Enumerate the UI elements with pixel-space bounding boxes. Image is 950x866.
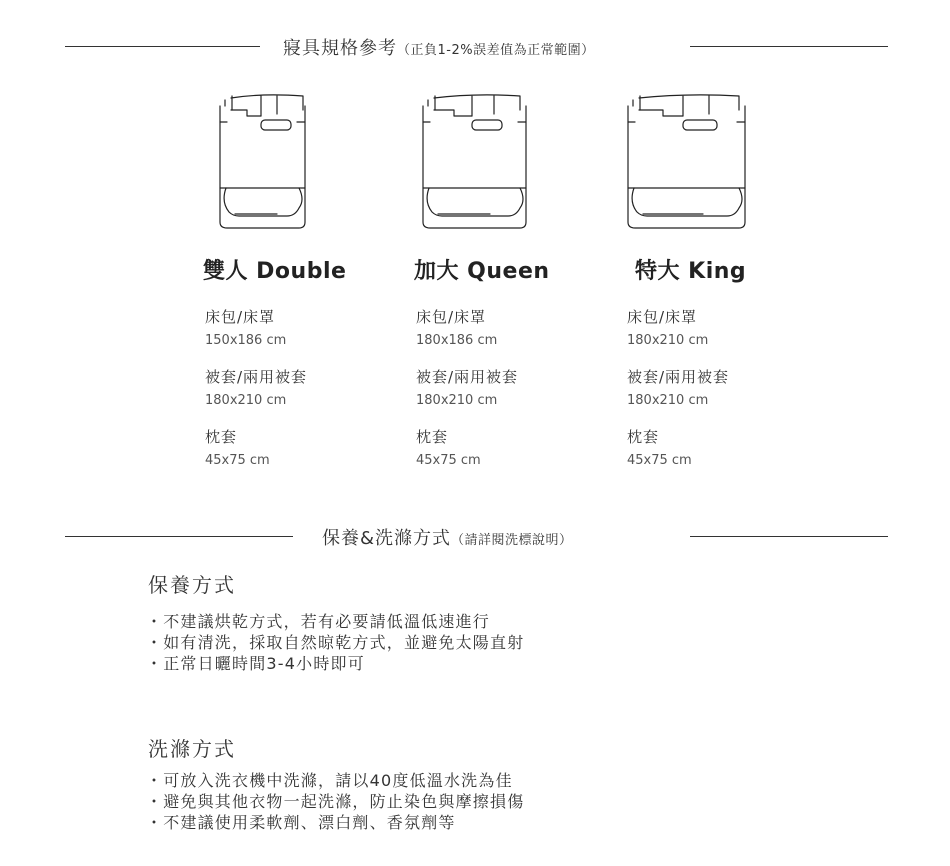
size-name: 特大 King bbox=[635, 259, 747, 284]
care-section-header bbox=[0, 521, 950, 551]
bed-icon bbox=[420, 92, 532, 232]
fitted-spec: 床包/床罩 150x186 cm bbox=[205, 308, 287, 348]
maintenance-title: 保養方式 bbox=[148, 573, 236, 597]
pillow-spec: 枕套 45x75 cm bbox=[416, 428, 481, 468]
list-item: ・ 避免與其他衣物一起洗滌，防止染色與摩擦損傷 bbox=[146, 791, 524, 812]
fitted-spec: 床包/床罩 180x210 cm bbox=[627, 308, 709, 348]
size-section-header bbox=[0, 31, 950, 61]
size-name: 加大 Queen bbox=[414, 259, 550, 284]
size-name: 雙人 Double bbox=[203, 259, 347, 284]
pillow-spec: 枕套 45x75 cm bbox=[205, 428, 270, 468]
pillow-spec: 枕套 45x75 cm bbox=[627, 428, 692, 468]
washing-list bbox=[146, 770, 524, 833]
list-item: ・ 如有清洗，採取自然晾乾方式，並避免太陽直射 bbox=[146, 632, 524, 653]
list-item: ・ 不建議烘乾方式，若有必要請低溫低速進行 bbox=[146, 611, 524, 632]
divider-left bbox=[65, 536, 293, 537]
care-section-title: 保養&洗滌方式（請詳閱洗標說明） bbox=[322, 528, 573, 549]
list-item: ・ 不建議使用柔軟劑、漂白劑、香氛劑等 bbox=[146, 812, 524, 833]
list-item: ・ 可放入洗衣機中洗滌，請以40度低溫水洗為佳 bbox=[146, 770, 524, 791]
divider-right bbox=[690, 46, 888, 47]
maintenance-list bbox=[146, 611, 524, 674]
bed-icon bbox=[217, 92, 309, 232]
duvet-spec: 被套/兩用被套 180x210 cm bbox=[627, 368, 730, 408]
size-section-title: 寢具規格參考（正負1-2%誤差值為正常範圍） bbox=[283, 38, 595, 59]
washing-title: 洗滌方式 bbox=[148, 737, 236, 761]
divider-right bbox=[690, 536, 888, 537]
duvet-spec: 被套/兩用被套 180x210 cm bbox=[205, 368, 308, 408]
list-item: ・ 正常日曬時間3-4小時即可 bbox=[146, 653, 524, 674]
divider-left bbox=[65, 46, 260, 47]
duvet-spec: 被套/兩用被套 180x210 cm bbox=[416, 368, 519, 408]
bed-icon bbox=[625, 92, 751, 232]
fitted-spec: 床包/床罩 180x186 cm bbox=[416, 308, 498, 348]
